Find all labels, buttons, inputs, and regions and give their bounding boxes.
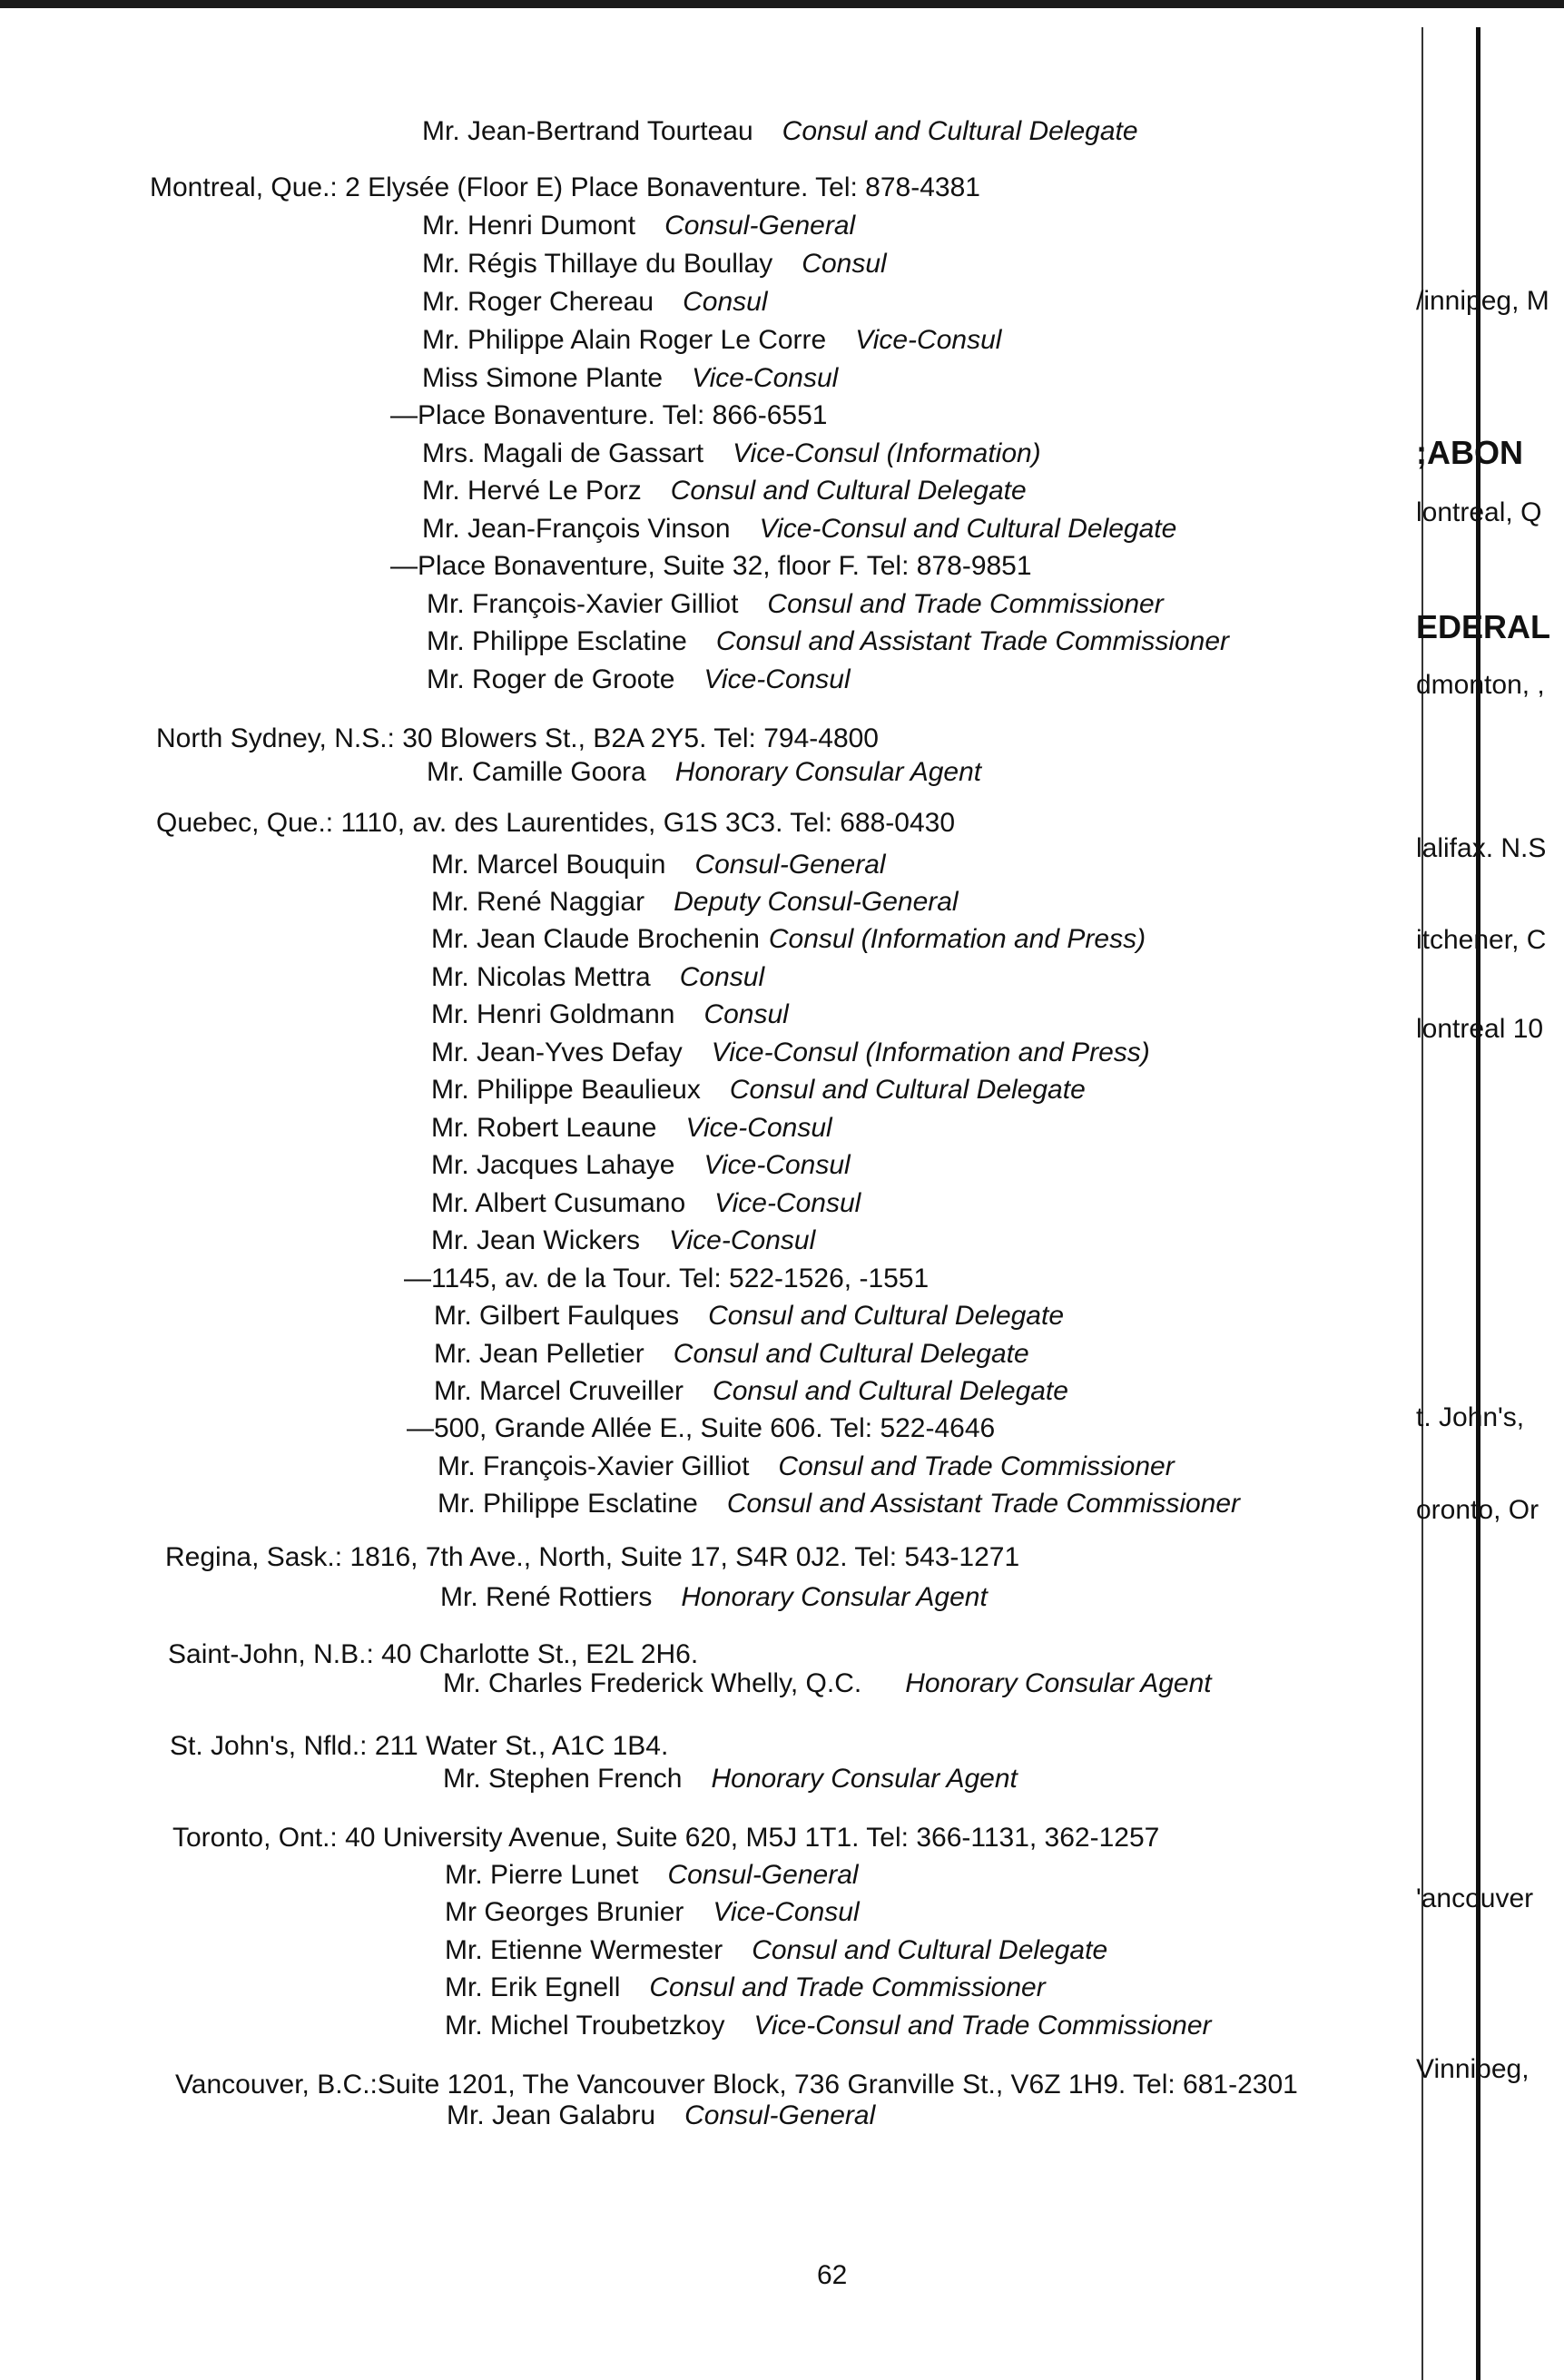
list-item: Mr. Philippe Alain Roger Le Corre Vice-Consul [422,325,1002,355]
list-item: Mr. Gilbert Faulques Consul and Cultural Delegate [434,1301,1065,1331]
adjacent-fragment: 'ancouver [1416,1883,1534,1913]
list-item: Mr. Jean Galabru Consul-General [447,2100,876,2130]
list-item: Mr. Henri Dumont Consul-General [422,211,856,241]
list-item: Mr. Jean Wickers Vice-Consul [431,1225,816,1255]
list-item: Mr. Michel Troubetzkoy Vice-Consul and Trade Commissioner [445,2011,1212,2041]
list-item: Mr. Erik Egnell Consul and Trade Commissioner [445,1972,1046,2002]
sub-address: —500, Grande Allée E., Suite 606. Tel: 522-4646 [407,1413,996,1443]
list-item: Mr. Camille Goora Honorary Consular Agent [427,757,982,787]
adjacent-page-fragments [1416,0,1564,2380]
location-header-regina: Regina, Sask.: 1816, 7th Ave., North, Suite 17, S4R 0J2. Tel: 543-1271 [165,1542,1020,1572]
list-item: Mr. Stephen French Honorary Consular Agent [443,1764,1018,1794]
list-item: Mr. Philippe Esclatine Consul and Assistant Trade Commissioner [438,1489,1241,1519]
adjacent-fragment: /innipeg, M [1416,286,1549,316]
list-item: Mr. Albert Cusumano Vice-Consul [431,1188,861,1218]
list-item: Mr. François-Xavier Gilliot Consul and Trade Commissioner [427,589,1164,619]
adjacent-fragment: dmonton, , [1416,670,1545,700]
list-item: Mr. Roger de Groote Vice-Consul [427,664,851,694]
list-item: Mr. Marcel Bouquin Consul-General [431,850,886,880]
list-item: Mr. René Naggiar Deputy Consul-General [431,887,959,917]
location-header-saint-john: Saint-John, N.B.: 40 Charlotte St., E2L 2H6. [168,1639,699,1669]
list-item: Mr Georges Brunier Vice-Consul [445,1897,860,1927]
location-header-quebec: Quebec, Que.: 1110, av. des Laurentides, G1S 3C3. Tel: 688-0430 [156,808,956,838]
sub-address: —Place Bonaventure, Suite 32, floor F. Tel: 878-9851 [390,551,1032,581]
location-header-montreal: Montreal, Que.: 2 Elysée (Floor E) Place Bonaventure. Tel: 878-4381 [150,172,980,202]
list-item: Mr. Jean-Yves Defay Vice-Consul (Information and Press) [431,1038,1150,1067]
adjacent-fragment: oronto, Or [1416,1495,1539,1525]
list-item: Mr. Jacques Lahaye Vice-Consul [431,1150,851,1180]
list-item: Mr. Jean-François Vinson Vice-Consul and Cultural Delegate [422,514,1177,544]
adjacent-fragment: EDERAL [1416,608,1551,645]
adjacent-fragment: lontreal 10 [1416,1014,1544,1044]
list-item: Mr. Hervé Le Porz Consul and Cultural Delegate [422,476,1027,506]
list-item: Mr. Nicolas Mettra Consul [431,962,765,992]
list-item: Mr. Robert Leaune Vice-Consul [431,1113,832,1143]
list-item: Mr. Jean Claude Brochenin Consul (Information and Press) [431,924,1146,954]
list-item: Mrs. Magali de Gassart Vice-Consul (Information) [422,438,1041,468]
adjacent-fragment: Vinnipeg, [1416,2054,1530,2084]
list-item: Miss Simone Plante Vice-Consul [422,363,839,393]
list-item: Mr. Philippe Beaulieux Consul and Cultural Delegate [431,1075,1086,1105]
list-item: Mr. Philippe Esclatine Consul and Assistant Trade Commissioner [427,626,1230,656]
adjacent-fragment: lontreal, Q [1416,497,1542,527]
sub-address: —1145, av. de la Tour. Tel: 522-1526, -1551 [404,1264,930,1293]
adjacent-fragment: itchener, C [1416,925,1547,955]
list-item: Mr. René Rottiers Honorary Consular Agent [440,1582,988,1612]
location-header-north-sydney: North Sydney, N.S.: 30 Blowers St., B2A 2Y5. Tel: 794-4800 [156,723,879,753]
location-header-vancouver: Vancouver, B.C.:Suite 1201, The Vancouver Block, 736 Granville St., V6Z 1H9. Tel: 681-2301 [175,2070,1298,2100]
adjacent-fragment: lalifax. N.S [1416,833,1547,863]
location-header-toronto: Toronto, Ont.: 40 University Avenue, Suite 620, M5J 1T1. Tel: 366-1131, 362-1257 [172,1823,1160,1853]
list-item: Mr. Régis Thillaye du Boullay Consul [422,249,887,279]
sub-address: —Place Bonaventure. Tel: 866-6551 [390,400,828,430]
list-item: Mr. Jean-Bertrand Tourteau Consul and Cultural Delegate [422,116,1138,146]
list-item: Mr. Roger Chereau Consul [422,287,768,317]
list-item: Mr. Etienne Wermester Consul and Cultural Delegate [445,1935,1108,1965]
list-item: Mr. Charles Frederick Whelly, Q.C. Honorary Consular Agent [443,1668,1212,1698]
list-item: Mr. Marcel Cruveiller Consul and Cultural Delegate [434,1376,1068,1406]
page-number: 62 [817,2260,848,2290]
adjacent-fragment: ;ABON [1416,434,1523,471]
list-item: Mr. Pierre Lunet Consul-General [445,1860,859,1890]
list-item: Mr. François-Xavier Gilliot Consul and Trade Commissioner [438,1451,1175,1481]
location-header-st-johns: St. John's, Nfld.: 211 Water St., A1C 1B4. [170,1731,669,1761]
adjacent-fragment: t. John's, [1416,1402,1525,1432]
list-item: Mr. Henri Goldmann Consul [431,999,789,1029]
list-item: Mr. Jean Pelletier Consul and Cultural Delegate [434,1339,1029,1369]
